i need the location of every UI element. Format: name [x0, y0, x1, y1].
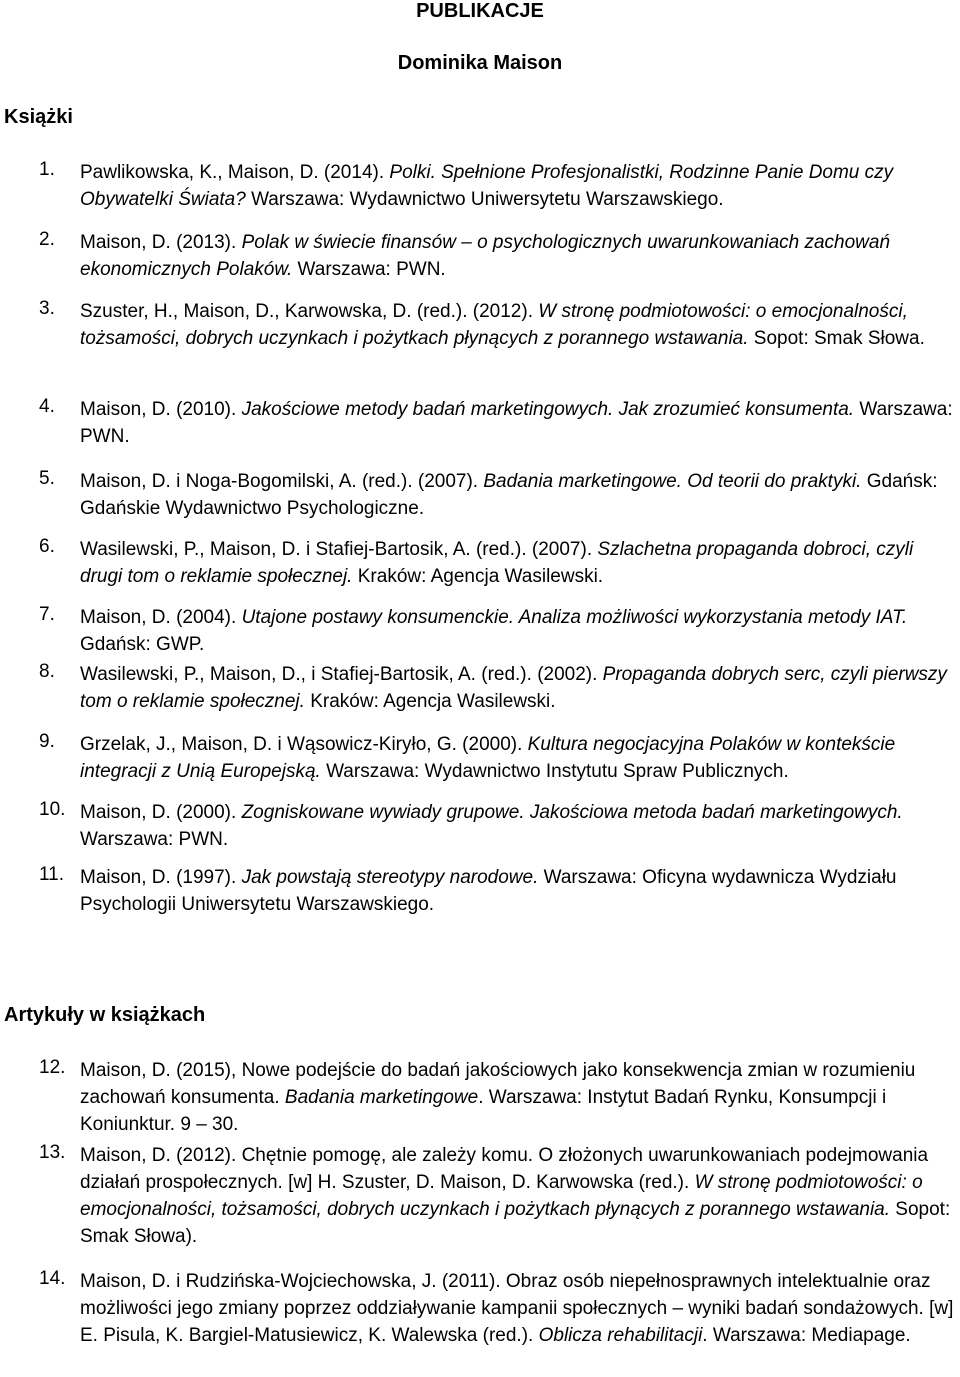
entry-title-italic: Zogniskowane wywiady grupowe. Jakościowa metoda badań marketingowych. [241, 802, 903, 823]
entry-number: 6. [39, 536, 55, 557]
entry-text-segment: Gdańsk: GWP. [80, 634, 205, 655]
entry-number: 8. [39, 661, 55, 682]
entry-text-segment: Kraków: Agencja Wasilewski. [304, 691, 556, 712]
entry-text [80, 298, 960, 352]
entry-text [80, 864, 960, 918]
entry-title-italic: Badania marketingowe [284, 1087, 479, 1108]
section-heading-books: Książki [4, 106, 73, 128]
entry-text-segment: Maison, D. (2004). [80, 607, 242, 628]
entry-text-segment: Wasilewski, P., Maison, D. i Stafiej-Bartosik, A. (red.). (2007). [80, 539, 598, 560]
entry-number: 2. [39, 229, 55, 250]
entry-text-segment: Pawlikowska, K., Maison, D. (2014). [80, 162, 390, 183]
entry-text [80, 468, 960, 522]
entry-text-segment: Warszawa: Wydawnictwo Uniwersytetu Warszawskiego. [245, 189, 724, 210]
entry-title-italic: W stronę podmiotowości: o emocjonalności, tożsamości, dobrych uczynkach i pożytkach płynących z porannego wstawania. [80, 301, 908, 349]
entry-title-italic: Utajone postawy konsumenckie. Analiza możliwości wykorzystania metody IAT. [241, 607, 908, 628]
entry-title-italic: Jakościowe metody badań marketingowych. Jak zrozumieć konsumenta. [241, 399, 855, 420]
entry-text-segment: . Warszawa: Mediapage. [702, 1325, 911, 1346]
entry-title-italic: Oblicza rehabilitacji [538, 1325, 703, 1346]
entry-number: 7. [39, 604, 55, 625]
section-heading-articles: Artykuły w książkach [4, 1004, 206, 1026]
entry-title-italic: Polki. Spełnione Profesjonalistki, Rodzinne Panie Domu czy Obywatelki Świata? [80, 162, 894, 210]
entry-text-segment: Maison, D. (2012). Chętnie pomogę, ale zależy komu. O złożonych uwarunkowaniach podejmowania działań prospołecznych. [w] H. Szuster, D. Maison, D. Karwowska (red.). [80, 1145, 929, 1193]
entry-text-segment: Sopot: Smak Słowa. [748, 328, 925, 349]
entry-text-segment: Warszawa: Wydawnictwo Instytutu Spraw Publicznych. [320, 761, 789, 782]
entry-text-segment: Warszawa: PWN. [80, 399, 953, 447]
entry-text [80, 229, 960, 283]
entry-number: 5. [39, 468, 55, 489]
entry-text [80, 731, 960, 785]
document-title: PUBLIKACJE [416, 0, 544, 22]
entry-text [80, 1057, 960, 1138]
entry-text [80, 604, 960, 658]
entry-number: 1. [39, 159, 55, 180]
entry-number: 10. [39, 799, 66, 820]
entry-title-italic: Propaganda dobrych serc, czyli pierwszy tom o reklamie społecznej. [80, 664, 947, 712]
entry-text [80, 536, 960, 590]
entry-text-segment: Kraków: Agencja Wasilewski. [352, 566, 604, 587]
entry-text-segment: Szuster, H., Maison, D., Karwowska, D. (red.). (2012). [80, 301, 539, 322]
entry-text [80, 661, 960, 715]
entry-number: 14. [39, 1268, 66, 1289]
author-name: Dominika Maison [397, 52, 563, 74]
entry-text-segment: Maison, D. (2000). [80, 802, 242, 823]
entry-number: 4. [39, 396, 55, 417]
entry-text-segment: Grzelak, J., Maison, D. i Wąsowicz-Kiryło, G. (2000). [80, 734, 528, 755]
entry-title-italic: Badania marketingowe. Od teorii do praktyki. [483, 471, 862, 492]
entry-text-segment: Sopot: Smak Słowa). [80, 1199, 951, 1247]
entry-number: 11. [39, 864, 65, 885]
entry-text [80, 396, 960, 450]
entry-text-segment: Warszawa: PWN. [292, 259, 446, 280]
entry-title-italic: W stronę podmiotowości: o emocjonalności, tożsamości, dobrych uczynkach i pożytkach płynących z porannego wstawania. [80, 1172, 923, 1220]
entry-number: 9. [39, 731, 55, 752]
entry-text-segment: Warszawa: Oficyna wydawnicza Wydziału Psychologii Uniwersytetu Warszawskiego. [80, 867, 897, 915]
entry-title-italic: Polak w świecie finansów – o psychologicznych uwarunkowaniach zachowań ekonomicznych Polaków. [80, 232, 891, 280]
entry-text-segment: Gdańsk: Gdańskie Wydawnictwo Psychologiczne. [80, 471, 938, 519]
entry-text [80, 159, 960, 213]
entry-text [80, 1268, 960, 1349]
entry-text [80, 799, 960, 853]
entry-text-segment: Wasilewski, P., Maison, D., i Stafiej-Bartosik, A. (red.). (2002). [80, 664, 603, 685]
entry-title-italic: Kultura negocjacyjna Polaków w kontekście integracji z Unią Europejską. [80, 734, 896, 782]
entry-text-segment: Maison, D. (2015), Nowe podejście do badań jakościowych jako konsekwencja zmian w rozumieniu zachowań konsumenta. [80, 1060, 916, 1108]
entry-text-segment: Maison, D. (2010). [80, 399, 242, 420]
entry-title-italic: Szlachetna propaganda dobroci, czyli drugi tom o reklamie społecznej. [80, 539, 914, 587]
entry-text-segment: . Warszawa: Instytut Badań Rynku, Konsumpcji i Koniunktur. 9 – 30. [80, 1087, 887, 1135]
entry-text-segment: Maison, D. i Noga-Bogomilski, A. (red.). (2007). [80, 471, 484, 492]
entry-text-segment: Maison, D. i Rudzińska-Wojciechowska, J. (2011). Obraz osób niepełnosprawnych intelektualnie oraz możliwości jego zmiany poprzez oddziaływanie kampanii społecznych – wyniki badań sondażowych. [w] E. Pisula, K. Bargiel-Matusiewicz, K. Walewska (red.). [80, 1271, 954, 1346]
entry-number: 3. [39, 298, 55, 319]
entry-text [80, 1142, 960, 1250]
entry-number: 12. [39, 1057, 66, 1078]
entry-text-segment: Maison, D. (1997). [80, 867, 242, 888]
entry-text-segment: Maison, D. (2013). [80, 232, 242, 253]
entry-number: 13. [39, 1142, 66, 1163]
entry-text-segment: Warszawa: PWN. [80, 829, 229, 850]
entry-title-italic: Jak powstają stereotypy narodowe. [241, 867, 539, 888]
